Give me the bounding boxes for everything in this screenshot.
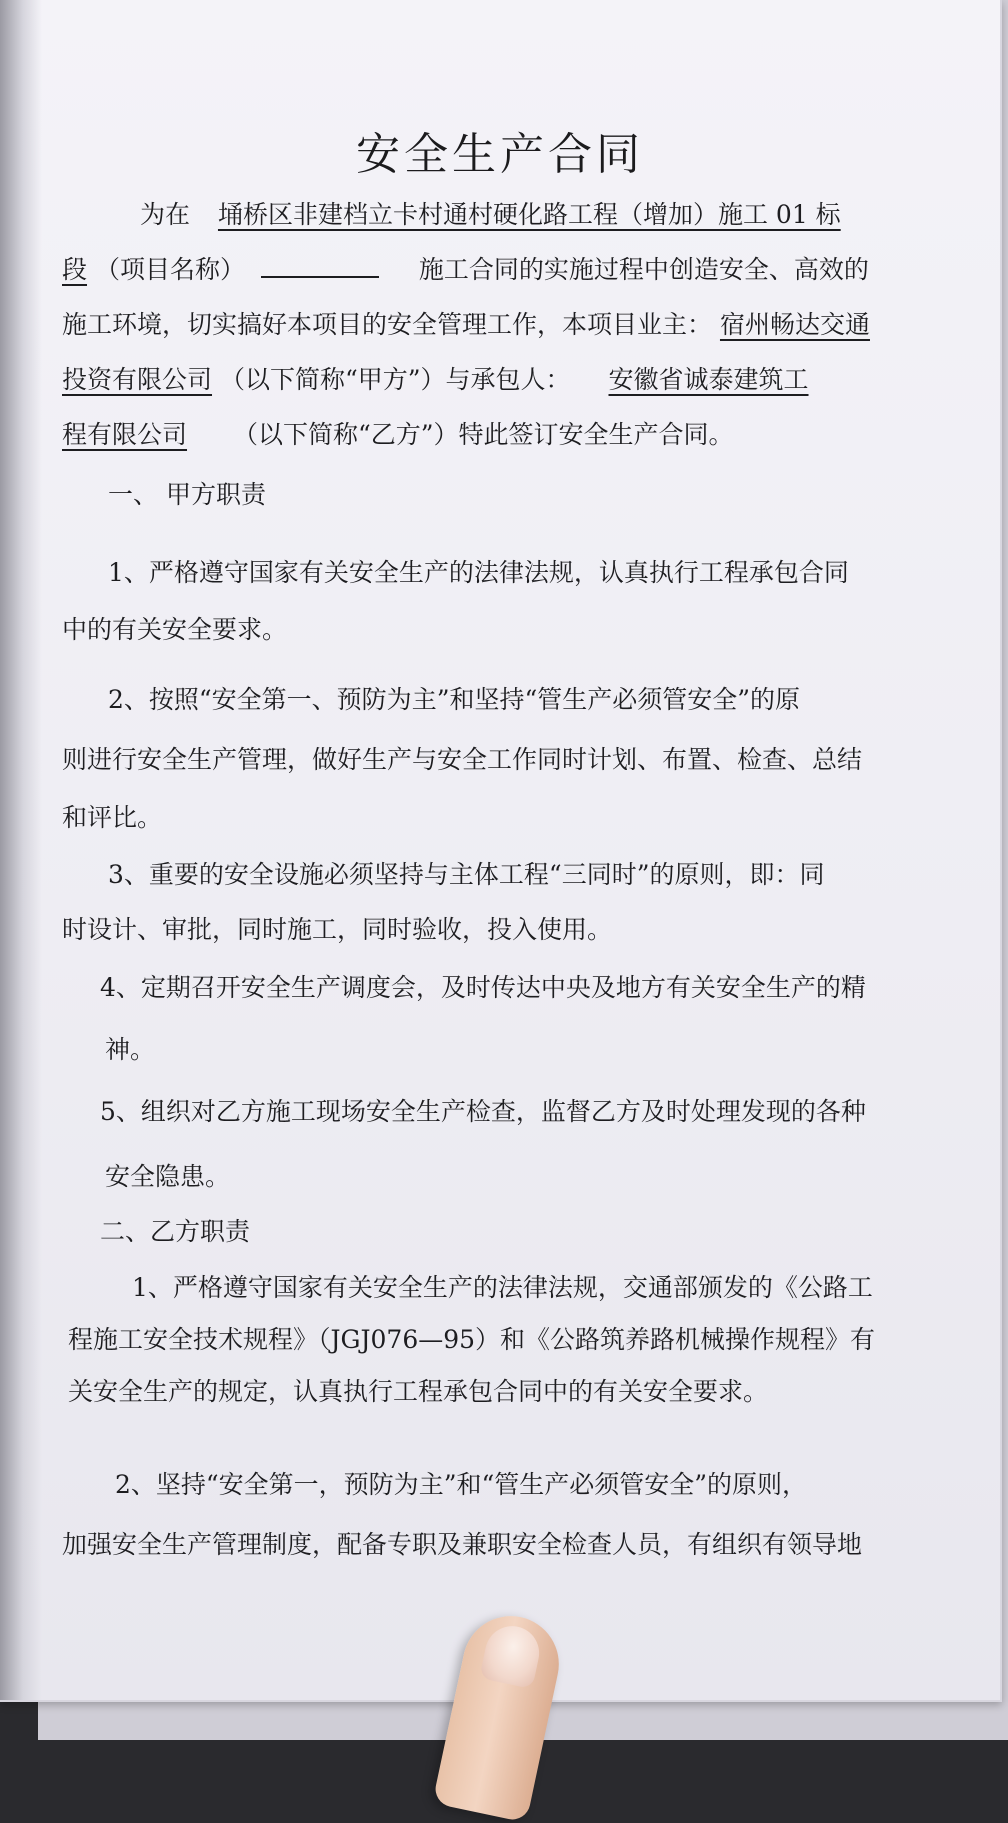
s1-item-5-line-2: 安全隐患。	[105, 1162, 231, 1191]
project-name-label: （项目名称）	[94, 255, 245, 284]
section-1-heading: 一、 甲方职责	[108, 480, 266, 509]
page-binding-edge	[0, 0, 42, 1700]
s1-item-4-line-2: 神。	[105, 1035, 156, 1064]
document-title: 安全生产合同	[356, 129, 644, 180]
s1-item-5-line-1: 5、组织对乙方施工现场安全生产检查，监督乙方及时处理发现的各种	[100, 1097, 866, 1126]
s1-item-1-line-1: 1、严格遵守国家有关安全生产的法律法规，认真执行工程承包合同	[108, 558, 849, 587]
project-name-part-2: 段	[62, 255, 88, 284]
s1-item-2-line-1: 2、按照“安全第一、预防为主”和坚持“管生产必须管安全”的原	[108, 685, 801, 714]
intro-line-1	[140, 195, 841, 231]
s1-item-3-line-2: 时设计、审批，同时施工，同时验收，投入使用。	[62, 915, 613, 944]
contractor-name-part-2: 程有限公司	[62, 420, 188, 449]
s1-item-2-line-3: 和评比。	[62, 803, 163, 832]
s2-line-1: 1、严格遵守国家有关安全生产的法律法规，交通部颁发的《公路工	[132, 1273, 873, 1302]
s2-line-4: 2、坚持“安全第一，预防为主”和“管生产必须管安全”的原则，	[115, 1470, 808, 1499]
blank-line	[261, 256, 379, 278]
s1-item-2-line-2: 则进行安全生产管理，做好生产与安全工作同时计划、布置、检查、总结	[62, 745, 863, 774]
intro-line-4	[62, 360, 809, 396]
section-2-heading: 二、乙方职责	[100, 1217, 251, 1246]
owner-name-part-1: 宿州畅达交通	[719, 310, 870, 339]
intro-line-3	[62, 305, 870, 341]
contractor-name-part-1: 安徽省诚泰建筑工	[608, 365, 809, 394]
intro-prefix: 为在	[140, 200, 191, 229]
project-name-part-1: 埇桥区非建档立卡村通村硬化路工程（增加）施工 01 标	[217, 200, 841, 229]
intro-line-5	[62, 415, 734, 451]
intro-line-4-text: （以下简称“甲方”）与承包人：	[219, 365, 571, 394]
intro-line-3-text: 施工环境，切实搞好本项目的安全管理工作，本项目业主：	[62, 310, 713, 339]
s1-item-1-line-2: 中的有关安全要求。	[62, 615, 288, 644]
s2-line-2: 程施工安全技术规程》（JGJ076—95）和《公路筑养路机械操作规程》有	[68, 1325, 876, 1354]
s1-item-3-line-1: 3、重要的安全设施必须坚持与主体工程“三同时”的原则，即：同	[108, 860, 825, 889]
intro-line-5-text: （以下简称“乙方”）特此签订安全生产合同。	[232, 420, 734, 449]
fingernail	[479, 1621, 544, 1689]
s1-item-4-line-1: 4、定期召开安全生产调度会，及时传达中央及地方有关安全生产的精	[100, 973, 866, 1002]
intro-line-2	[62, 250, 869, 286]
owner-name-part-2: 投资有限公司	[62, 365, 213, 394]
s2-line-5: 加强安全生产管理制度，配备专职及兼职安全检查人员，有组织有领导地	[62, 1530, 863, 1559]
intro-line-2-text: 施工合同的实施过程中创造安全、高效的	[418, 255, 869, 284]
s2-line-3: 关安全生产的规定，认真执行工程承包合同中的有关安全要求。	[68, 1377, 769, 1406]
